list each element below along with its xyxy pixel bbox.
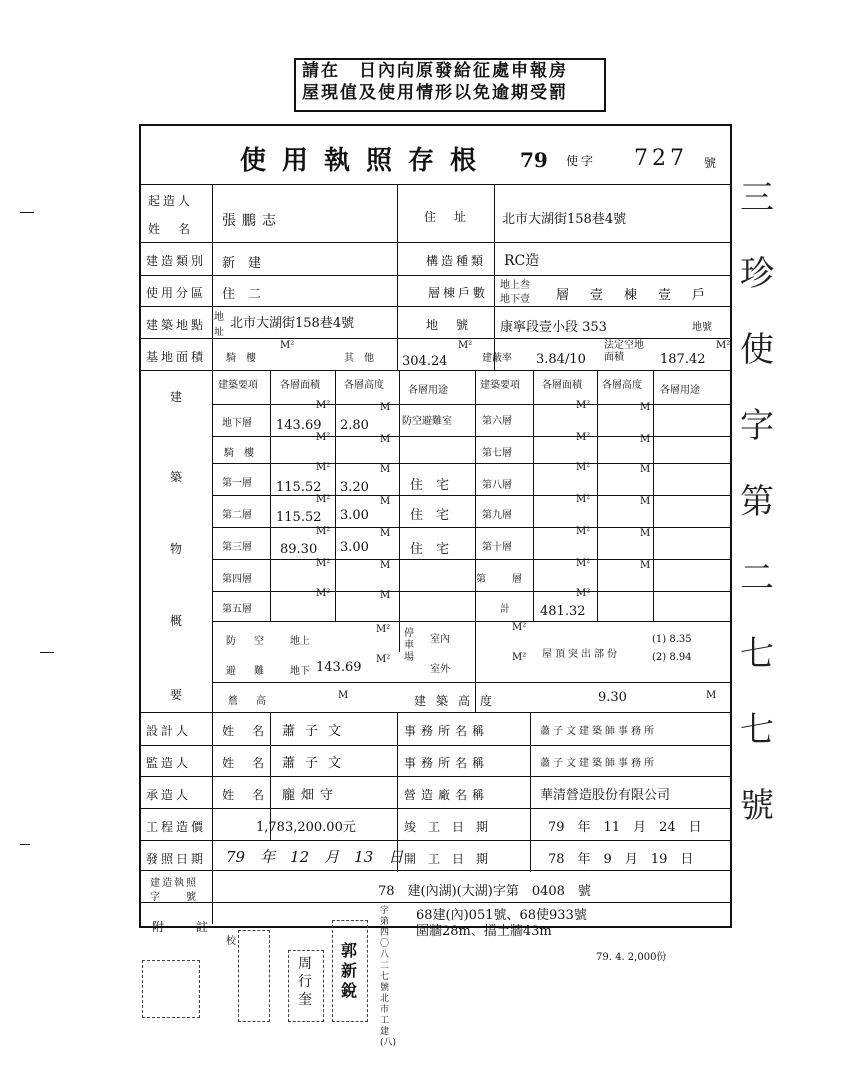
notice-line-1: 請在 日內向原發給征處申報房 [302,61,568,81]
floors-rest: 層 壹 棟 壹 戶 [556,288,710,303]
floor-height: 3.00 [340,508,369,523]
rule [139,808,730,809]
finish-value: 79 年 11 月 24 日 [548,820,702,835]
rule [494,184,495,370]
m2-unit: M² [576,432,591,443]
margin-char: 號 [740,786,774,826]
m2-unit: M² [458,340,473,351]
col-header: 建築要項 [218,380,258,391]
rule [139,870,730,871]
rule [399,370,400,652]
owner-label-2: 姓 名 [148,222,194,236]
floor-name: 計 [500,604,510,615]
floor-use: 住 宅 [410,508,450,523]
floor-use: 防空避難室 [402,416,452,427]
m2-unit: M² [316,400,331,411]
name-label: 姓 名 [222,724,268,738]
coverage-label: 建蔽率 [482,353,512,364]
rule [212,184,213,924]
floor-name: 第九層 [482,510,512,521]
finish-label: 竣工日期 [404,820,501,834]
seal-name-1 [288,950,324,1022]
designer-label: 設計人 [146,724,192,738]
rule [139,745,730,746]
floor-name: 地下層 [222,418,252,429]
rule [530,712,531,872]
form-title: 使用執照存根 [240,146,493,176]
m-unit: M [640,402,651,413]
coverage-value: 3.84/10 [536,352,586,367]
cost-label: 工程造價 [146,820,207,834]
start-value: 78 年 9 月 19 日 [548,852,694,867]
m-unit: M [640,560,651,571]
issue-value: 79 年 12 月 13 日 [226,848,404,866]
structure-value: RC造 [504,253,540,269]
m-unit: M [338,690,349,701]
margin-char: 二 [740,558,774,598]
rule [139,370,730,371]
scan-mark [20,212,34,213]
col-header: 各層面積 [542,380,582,391]
notice-line-2: 屋現值及使用情形以免逾期受罰 [302,83,568,103]
address-label: 住 址 [424,210,470,224]
floor-name: 第一層 [222,478,252,489]
roof-value-2: (2) 8.94 [652,652,692,663]
col-header: 各層用途 [408,385,448,396]
site-label: 建築地點 [146,318,207,332]
building-side-label: 築 [170,470,186,484]
start-label: 開工日期 [404,852,501,866]
print-mark: 79. 4. 2,000份 [596,952,667,963]
floor-area: 89.30 [280,542,318,557]
floor-height: 2.80 [340,418,369,433]
rule [212,682,730,683]
m2-unit: M² [576,526,591,537]
building-side-label: 建 [170,390,186,404]
m2-unit: M² [512,622,527,633]
rule [653,370,654,622]
open-space-value: 187.42 [660,352,706,367]
name-label: 姓 名 [222,756,268,770]
owner-label: 起造人 [148,194,194,208]
margin-char: 第 [740,482,774,522]
eave-label: 簷 高 [228,696,270,707]
m2-unit: M² [316,558,331,569]
use-zone-value: 住 二 [222,287,262,302]
floor-use: 住 宅 [410,478,450,493]
annex-label: 騎 樓 [226,353,256,364]
vertical-stamp: 字第四〇八二七號北市工建(八) [380,906,397,1048]
m2-unit: M² [316,494,331,505]
rule [397,184,398,370]
designer-name: 蕭子文 [282,724,352,739]
contractor-label: 承造人 [146,788,192,802]
supervisor-name: 蕭子文 [282,756,352,771]
m-unit: M [640,434,651,445]
floor-name: 騎 樓 [224,448,254,459]
owner-name: 張鵬志 [222,213,282,229]
m2-unit: M² [716,340,731,351]
floor-name: 第八層 [482,480,512,491]
m-unit: M [380,402,391,413]
rule [139,242,730,243]
m-unit: M [640,496,651,507]
floor-area: 143.69 [276,418,322,433]
lot-value: 康寧段壹小段 353 [500,320,607,335]
m2-unit: M² [576,494,591,505]
building-height-label: 建築高度 [414,694,503,708]
building-side-label: 概 [170,614,186,628]
col-header: 建築要項 [480,380,520,391]
shelter-label: 避 難 [226,666,268,677]
m-unit: M [380,560,391,571]
open-space-label: 法定空地面積 [604,340,644,363]
floor-height: 3.20 [340,480,369,495]
m-unit: M [380,590,391,601]
m2-unit: M² [376,624,391,635]
m2-unit: M² [316,526,331,537]
m2-unit: M² [316,462,331,473]
seal-stamp [142,960,200,1018]
permit-number: 727 [634,146,688,171]
floor-name: 第五層 [222,604,252,615]
floor-name: 第六層 [482,416,512,427]
col-header: 各層高度 [344,380,384,391]
col-header: 各層用途 [660,385,700,396]
rule [270,370,271,622]
building-side-label: 物 [170,542,186,556]
rule [335,370,336,622]
m-unit: M [380,528,391,539]
use-zone-label: 使用分區 [146,286,207,300]
permit-ref-label: 建造執照 [150,878,198,889]
margin-char: 珍 [740,254,774,294]
issue-label: 發照日期 [146,852,207,866]
floor-use: 住 宅 [410,542,450,557]
rule [597,370,598,622]
build-type-label: 建造類別 [146,254,207,268]
rule [139,306,730,307]
seal-name-2 [332,920,368,1022]
col-header: 各層面積 [280,380,320,391]
m-unit: M [380,496,391,507]
rule [139,275,730,276]
other-label: 其 他 [344,353,374,364]
floors-above: 地上叁 [500,280,530,291]
m-unit: M [640,464,651,475]
floor-name: 第十層 [482,542,512,553]
floor-name: 第 層 [476,574,530,585]
seal-text-2: 郭新銳 [341,941,358,1000]
indoor-label: 室內 [430,634,450,645]
build-type-value: 新 建 [222,256,262,271]
floor-name: 第四層 [222,574,252,585]
scan-mark [40,652,54,653]
parking-label: 停車場 [404,628,414,663]
margin-handwriting [740,160,780,844]
shelter-below-value: 143.69 [316,660,362,675]
rule [139,776,730,777]
outdoor-label: 室外 [430,664,450,675]
rule [139,184,730,185]
name-label: 姓 名 [222,788,268,802]
lot-suffix: 地號 [692,322,712,333]
roof-value-1: (1) 8.35 [652,634,692,645]
base-area-label: 基地面積 [146,350,207,364]
m2-unit: M² [376,654,391,665]
m2-unit: M² [316,432,331,443]
supervisor-label: 監造人 [146,756,192,770]
floor-name: 第七層 [482,448,512,459]
seal-stamp [238,930,270,1022]
seal-text-1: 周行奎 [298,956,312,1008]
total-area: 481.32 [540,604,586,619]
m-unit: M [380,434,391,445]
m2-unit: M² [576,400,591,411]
site-prefix: 地址 [214,312,224,338]
floor-area: 115.52 [276,480,322,495]
building-height-value: 9.30 [598,690,627,705]
m2-unit: M² [576,558,591,569]
company-label: 營造廠名稱 [404,788,490,802]
supervisor-office: 蕭子文建築師事務所 [540,758,657,769]
floors-below: 地下壹 [500,294,530,305]
permit-year: 79 [520,148,548,172]
m2-unit: M² [576,588,591,599]
margin-char: 三 [740,178,774,218]
notice-stamp [294,58,606,112]
permit-ref-label-2: 字 號 [150,892,198,903]
m2-unit: M² [512,652,527,663]
floor-area: 115.52 [276,510,322,525]
office-label: 事務所名稱 [404,724,490,738]
m-unit: M [640,528,651,539]
permit-suffix: 號 [704,156,720,170]
rule [139,338,730,339]
m-unit: M [380,464,391,475]
structure-label: 構造種類 [426,254,487,268]
permit-ref-value: 78 建(內湖)(大湖)字第 0408 號 [378,884,591,899]
m2-unit: M² [576,462,591,473]
rule [139,902,730,903]
shelter-label: 防 空 [226,636,268,647]
below-label: 地下 [290,666,310,677]
permit-prefix: 使字 [566,154,597,168]
above-label: 地上 [290,636,310,647]
margin-char: 七 [740,710,774,750]
contractor-name: 龐畑守 [282,788,340,803]
floor-height: 3.00 [340,540,369,555]
m2-unit: M² [316,588,331,599]
m-unit: M [706,690,717,701]
company-value: 華清營造股份有限公司 [540,788,671,803]
scan-mark [20,844,30,845]
col-header: 各層高度 [602,380,642,391]
address-value: 北市大湖街158巷4號 [502,212,627,227]
margin-char: 使 [740,330,774,370]
floor-name: 第三層 [222,542,252,553]
rule [475,370,476,712]
note-line-1: 68建(內)051號、68使933號 [416,908,587,923]
office-label: 事務所名稱 [404,756,490,770]
margin-char: 字 [740,406,774,446]
rule [139,840,730,841]
lot-label: 地 號 [426,318,472,332]
roof-label: 屋頂突出部份 [542,649,620,660]
other-value: 304.24 [402,354,448,369]
floors-label: 層棟戶數 [428,286,489,300]
margin-char: 七 [740,634,774,674]
note-line-2: 圍牆28m、擋土牆43m [416,924,552,939]
cost-value: 1,783,200.00元 [256,820,356,835]
site-value: 北市大湖街158巷4號 [230,316,355,331]
m2-unit: M² [280,340,295,351]
rule [139,712,730,713]
building-side-label: 要 [170,688,186,702]
floor-name: 第二層 [222,510,252,521]
rule [533,370,534,622]
note-label: 附 註 [152,920,219,934]
designer-office: 蕭子文建築師事務所 [540,726,657,737]
check-label: 校 [226,936,236,947]
